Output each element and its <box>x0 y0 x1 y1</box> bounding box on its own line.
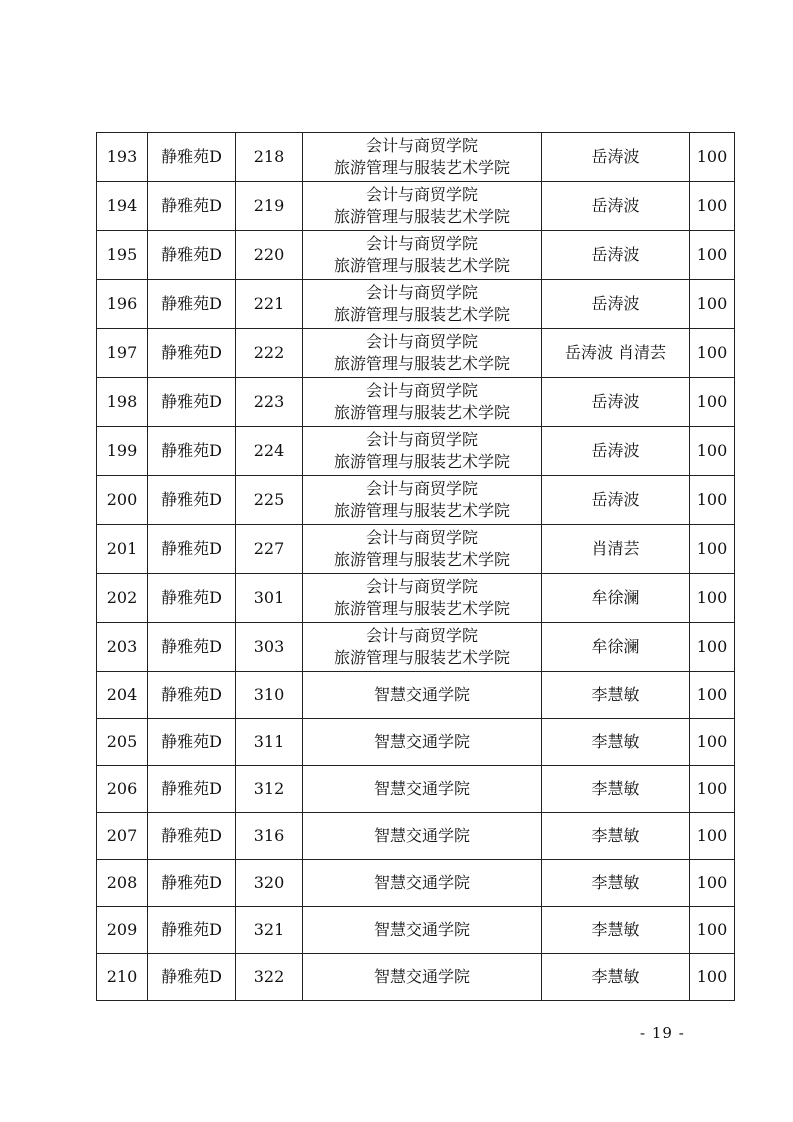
cell-room: 219 <box>236 182 303 231</box>
cell-score: 100 <box>690 954 735 1001</box>
cell-room: 321 <box>236 907 303 954</box>
table-row <box>97 574 735 623</box>
cell-person: 牟徐澜 <box>542 623 690 672</box>
cell-college <box>303 427 542 476</box>
cell-building: 静雅苑D <box>148 623 236 672</box>
college-name-line: 会计与商贸学院 <box>365 430 478 449</box>
cell-college <box>303 231 542 280</box>
cell-number: 200 <box>97 476 148 525</box>
college-name-line: 智慧交通学院 <box>373 826 470 845</box>
cell-room: 225 <box>236 476 303 525</box>
cell-person: 李慧敏 <box>542 719 690 766</box>
cell-room: 222 <box>236 329 303 378</box>
cell-score: 100 <box>690 231 735 280</box>
cell-room: 322 <box>236 954 303 1001</box>
college-name-line: 旅游管理与服装艺术学院 <box>333 256 510 275</box>
table-row <box>97 476 735 525</box>
cell-person: 李慧敏 <box>542 860 690 907</box>
college-name-line: 智慧交通学院 <box>373 920 470 939</box>
college-name-line: 会计与商贸学院 <box>365 381 478 400</box>
cell-score: 100 <box>690 525 735 574</box>
college-name-line: 会计与商贸学院 <box>365 577 478 596</box>
cell-score: 100 <box>690 329 735 378</box>
cell-college <box>303 133 542 182</box>
cell-person: 岳涛波 <box>542 182 690 231</box>
cell-number: 199 <box>97 427 148 476</box>
cell-room: 316 <box>236 813 303 860</box>
table-row <box>97 133 735 182</box>
cell-score: 100 <box>690 719 735 766</box>
cell-score: 100 <box>690 574 735 623</box>
cell-building: 静雅苑D <box>148 813 236 860</box>
college-name-line: 旅游管理与服装艺术学院 <box>333 550 510 569</box>
cell-number: 210 <box>97 954 148 1001</box>
cell-number: 195 <box>97 231 148 280</box>
table-row <box>97 329 735 378</box>
college-name-line: 会计与商贸学院 <box>365 626 478 645</box>
cell-room: 221 <box>236 280 303 329</box>
cell-score: 100 <box>690 427 735 476</box>
table-row <box>97 525 735 574</box>
college-name-line: 会计与商贸学院 <box>365 136 478 155</box>
cell-number: 209 <box>97 907 148 954</box>
cell-score: 100 <box>690 766 735 813</box>
table-row <box>97 427 735 476</box>
cell-building: 静雅苑D <box>148 525 236 574</box>
dormitory-score-table <box>96 132 735 1001</box>
cell-score: 100 <box>690 133 735 182</box>
cell-college <box>303 378 542 427</box>
cell-person: 李慧敏 <box>542 954 690 1001</box>
cell-college <box>303 280 542 329</box>
cell-room: 312 <box>236 766 303 813</box>
cell-score: 100 <box>690 672 735 719</box>
table-row <box>97 280 735 329</box>
table-row <box>97 231 735 280</box>
cell-number: 205 <box>97 719 148 766</box>
table-row <box>97 378 735 427</box>
cell-score: 100 <box>690 623 735 672</box>
table-row <box>97 672 735 719</box>
cell-person: 李慧敏 <box>542 766 690 813</box>
college-name-line: 智慧交通学院 <box>373 873 470 892</box>
cell-room: 311 <box>236 719 303 766</box>
cell-number: 202 <box>97 574 148 623</box>
college-name-line: 会计与商贸学院 <box>365 479 478 498</box>
cell-room: 310 <box>236 672 303 719</box>
college-name-line: 旅游管理与服装艺术学院 <box>333 648 510 667</box>
cell-number: 198 <box>97 378 148 427</box>
cell-college <box>303 719 542 766</box>
cell-person: 牟徐澜 <box>542 574 690 623</box>
cell-building: 静雅苑D <box>148 427 236 476</box>
cell-college <box>303 574 542 623</box>
cell-college <box>303 813 542 860</box>
cell-college <box>303 860 542 907</box>
cell-room: 223 <box>236 378 303 427</box>
table-row <box>97 813 735 860</box>
college-name-line: 旅游管理与服装艺术学院 <box>333 501 510 520</box>
college-name-line: 智慧交通学院 <box>373 967 470 986</box>
cell-building: 静雅苑D <box>148 182 236 231</box>
cell-number: 201 <box>97 525 148 574</box>
cell-building: 静雅苑D <box>148 329 236 378</box>
cell-number: 193 <box>97 133 148 182</box>
college-name-line: 会计与商贸学院 <box>365 332 478 351</box>
cell-score: 100 <box>690 907 735 954</box>
college-name-line: 会计与商贸学院 <box>365 528 478 547</box>
cell-number: 203 <box>97 623 148 672</box>
cell-college <box>303 476 542 525</box>
cell-room: 303 <box>236 623 303 672</box>
cell-building: 静雅苑D <box>148 954 236 1001</box>
table-row <box>97 623 735 672</box>
college-name-line: 旅游管理与服装艺术学院 <box>333 403 510 422</box>
cell-building: 静雅苑D <box>148 378 236 427</box>
cell-college <box>303 766 542 813</box>
cell-room: 301 <box>236 574 303 623</box>
cell-score: 100 <box>690 182 735 231</box>
table-row <box>97 182 735 231</box>
cell-college <box>303 623 542 672</box>
cell-building: 静雅苑D <box>148 476 236 525</box>
cell-person: 岳涛波 <box>542 280 690 329</box>
cell-number: 204 <box>97 672 148 719</box>
cell-score: 100 <box>690 280 735 329</box>
cell-building: 静雅苑D <box>148 672 236 719</box>
cell-person: 岳涛波 <box>542 378 690 427</box>
cell-score: 100 <box>690 860 735 907</box>
cell-building: 静雅苑D <box>148 133 236 182</box>
page-number: - 19 - <box>640 1024 685 1042</box>
cell-building: 静雅苑D <box>148 280 236 329</box>
cell-building: 静雅苑D <box>148 907 236 954</box>
table-row <box>97 719 735 766</box>
college-name-line: 旅游管理与服装艺术学院 <box>333 305 510 324</box>
cell-person: 岳涛波 <box>542 231 690 280</box>
college-name-line: 旅游管理与服装艺术学院 <box>333 158 510 177</box>
table-row <box>97 954 735 1001</box>
cell-person: 岳涛波 <box>542 133 690 182</box>
cell-number: 196 <box>97 280 148 329</box>
cell-building: 静雅苑D <box>148 574 236 623</box>
cell-college <box>303 182 542 231</box>
cell-college <box>303 907 542 954</box>
cell-person: 岳涛波 <box>542 427 690 476</box>
cell-score: 100 <box>690 476 735 525</box>
cell-building: 静雅苑D <box>148 860 236 907</box>
cell-score: 100 <box>690 378 735 427</box>
college-name-line: 旅游管理与服装艺术学院 <box>333 207 510 226</box>
cell-room: 218 <box>236 133 303 182</box>
table-row <box>97 766 735 813</box>
cell-college <box>303 525 542 574</box>
college-name-line: 旅游管理与服装艺术学院 <box>333 354 510 373</box>
cell-room: 224 <box>236 427 303 476</box>
cell-room: 227 <box>236 525 303 574</box>
cell-person: 肖清芸 <box>542 525 690 574</box>
table-row <box>97 907 735 954</box>
college-name-line: 会计与商贸学院 <box>365 185 478 204</box>
cell-person: 李慧敏 <box>542 672 690 719</box>
table-body <box>97 133 735 1001</box>
cell-number: 197 <box>97 329 148 378</box>
cell-room: 220 <box>236 231 303 280</box>
cell-person: 李慧敏 <box>542 907 690 954</box>
cell-person: 李慧敏 <box>542 813 690 860</box>
cell-college <box>303 672 542 719</box>
cell-college <box>303 954 542 1001</box>
college-name-line: 会计与商贸学院 <box>365 234 478 253</box>
college-name-line: 智慧交通学院 <box>373 732 470 751</box>
cell-number: 194 <box>97 182 148 231</box>
cell-score: 100 <box>690 813 735 860</box>
college-name-line: 智慧交通学院 <box>373 779 470 798</box>
college-name-line: 智慧交通学院 <box>373 685 470 704</box>
cell-building: 静雅苑D <box>148 719 236 766</box>
cell-college <box>303 329 542 378</box>
college-name-line: 旅游管理与服装艺术学院 <box>333 599 510 618</box>
college-name-line: 会计与商贸学院 <box>365 283 478 302</box>
college-name-line: 旅游管理与服装艺术学院 <box>333 452 510 471</box>
cell-person: 岳涛波 <box>542 476 690 525</box>
cell-number: 208 <box>97 860 148 907</box>
cell-number: 207 <box>97 813 148 860</box>
cell-room: 320 <box>236 860 303 907</box>
table-row <box>97 860 735 907</box>
cell-person: 岳涛波 肖清芸 <box>542 329 690 378</box>
cell-building: 静雅苑D <box>148 766 236 813</box>
cell-building: 静雅苑D <box>148 231 236 280</box>
cell-number: 206 <box>97 766 148 813</box>
